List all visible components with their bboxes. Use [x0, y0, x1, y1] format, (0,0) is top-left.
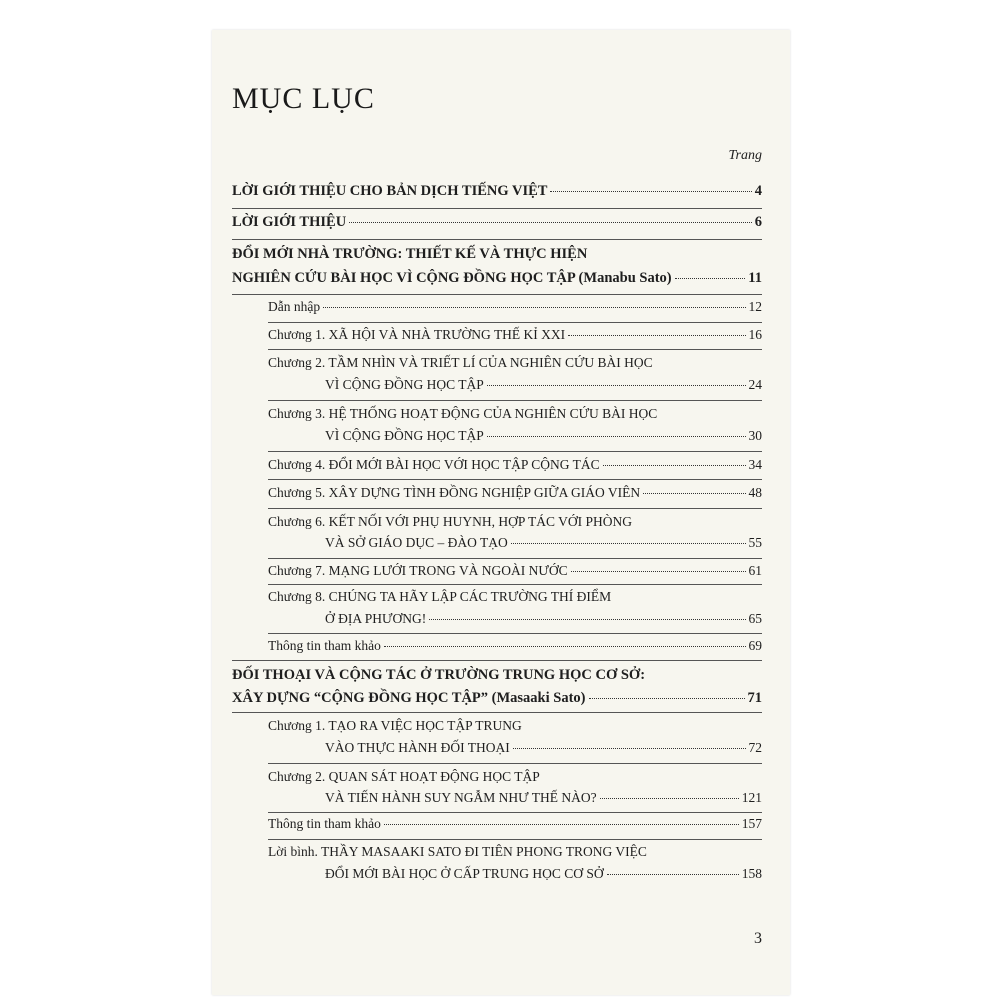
toc-entry-title: Chương 1. XÃ HỘI VÀ NHÀ TRƯỜNG THẾ KỈ XXI [268, 327, 566, 342]
toc-entry-title: Thông tin tham khảo [268, 816, 381, 831]
leader-dots [600, 798, 739, 799]
leader-dots [571, 571, 746, 572]
toc-entry-title-line1: Chương 2. TẦM NHÌN VÀ TRIẾT LÍ CỦA NGHIÊN CỨU BÀI HỌC [268, 355, 653, 370]
entry-divider [268, 633, 762, 634]
toc-entry-page: 11 [748, 270, 762, 286]
section-divider [232, 239, 762, 240]
leader-dots [603, 465, 746, 466]
toc-entry [268, 327, 762, 343]
toc-entry-page: 69 [748, 638, 762, 653]
leader-dots [384, 646, 746, 647]
section-divider [232, 294, 762, 295]
toc-entry-title-line1: ĐỔI MỚI NHÀ TRƯỜNG: THIẾT KẾ VÀ THỰC HIỆN [232, 246, 588, 262]
toc-entry-title: Dẫn nhập [268, 299, 321, 314]
toc-entry-page: 55 [748, 535, 762, 550]
toc-entry [325, 740, 762, 756]
entry-divider [268, 479, 762, 480]
toc-entry-title-line2: VÌ CỘNG ĐỒNG HỌC TẬP [325, 428, 484, 443]
toc-entry-page: 61 [748, 563, 762, 578]
leader-dots [349, 222, 752, 223]
toc-entry-title: Chương 5. XÂY DỰNG TÌNH ĐỒNG NGHIỆP GIỮA GIÁO VIÊN [268, 485, 641, 500]
page-column-label: Trang [728, 148, 762, 163]
toc-entry [325, 428, 762, 444]
toc-entry-page: 24 [748, 377, 762, 392]
entry-divider [268, 763, 762, 764]
page-number: 3 [754, 930, 762, 947]
leader-dots [643, 493, 745, 494]
toc-entry [268, 563, 762, 579]
leader-dots [589, 698, 745, 699]
leader-dots [511, 543, 746, 544]
entry-divider [268, 451, 762, 452]
toc-entry [268, 457, 762, 473]
leader-dots [675, 278, 746, 279]
entry-divider [268, 400, 762, 401]
entry-divider [268, 584, 762, 585]
toc-entry-page: 72 [748, 740, 762, 755]
toc-entry [268, 299, 762, 315]
toc-entry-page: 157 [741, 816, 762, 831]
toc-entry-title: Chương 4. ĐỔI MỚI BÀI HỌC VỚI HỌC TẬP CỘNG TÁC [268, 457, 600, 472]
toc-entry-page: 65 [748, 611, 762, 626]
entry-divider [268, 349, 762, 350]
toc-entry-title-line2: VÀO THỰC HÀNH ĐỐI THOẠI [325, 740, 510, 755]
toc-entry [325, 611, 762, 627]
toc-entry-title: LỜI GIỚI THIỆU CHO BẢN DỊCH TIẾNG VIỆT [232, 183, 548, 199]
toc-entry-title-line2: Ở ĐỊA PHƯƠNG! [325, 611, 427, 626]
toc-entry [268, 816, 762, 832]
toc-entry-title: LỜI GIỚI THIỆU [232, 214, 347, 230]
toc-entry-title-line1: ĐỐI THOẠI VÀ CỘNG TÁC Ở TRƯỜNG TRUNG HỌC CƠ SỞ: [232, 667, 646, 683]
toc-entry [232, 214, 762, 231]
section-divider [232, 660, 762, 661]
toc-entry [325, 377, 762, 393]
toc-entry-title-line2: NGHIÊN CỨU BÀI HỌC VÌ CỘNG ĐỒNG HỌC TẬP (Manabu Sato) [232, 270, 672, 286]
leader-dots [550, 191, 751, 192]
toc-entry-page: 12 [748, 299, 762, 314]
toc-entry-title-line2: VÌ CỘNG ĐỒNG HỌC TẬP [325, 377, 484, 392]
toc-entry-page: 158 [741, 866, 762, 881]
leader-dots [429, 619, 745, 620]
toc-entry-title-line2: VÀ TIẾN HÀNH SUY NGẪM NHƯ THẾ NÀO? [325, 790, 597, 805]
page-title: MỤC LỤC [232, 82, 375, 115]
toc-entry-page: 34 [748, 457, 762, 472]
toc-entry-page: 48 [748, 485, 762, 500]
toc-entry-title-line1: Lời bình. THẦY MASAAKI SATO ĐI TIÊN PHONG TRONG VIỆC [268, 844, 647, 859]
leader-dots [487, 385, 746, 386]
section-divider [232, 208, 762, 209]
toc-entry [232, 183, 762, 200]
leader-dots [607, 874, 739, 875]
toc-entry-title-line2: VÀ SỞ GIÁO DỤC – ĐÀO TẠO [325, 535, 508, 550]
toc-entry-title: Chương 7. MẠNG LƯỚI TRONG VÀ NGOÀI NƯỚC [268, 563, 568, 578]
toc-entry-title-line1: Chương 2. QUAN SÁT HOẠT ĐỘNG HỌC TẬP [268, 769, 540, 784]
leader-dots [323, 307, 745, 308]
entry-divider [268, 812, 762, 813]
toc-entry [232, 270, 762, 287]
toc-entry-page: 71 [747, 690, 762, 706]
toc-entry [268, 638, 762, 654]
entry-divider [268, 558, 762, 559]
toc-entry-title-line2: XÂY DỰNG “CỘNG ĐỒNG HỌC TẬP” (Masaaki Sato) [232, 690, 586, 706]
section-divider [232, 712, 762, 713]
leader-dots [384, 824, 739, 825]
toc-entry-title: Thông tin tham khảo [268, 638, 381, 653]
toc-entry [325, 535, 762, 551]
toc-entry [232, 690, 762, 707]
toc-entry-page: 16 [748, 327, 762, 342]
toc-entry-title-line1: Chương 6. KẾT NỐI VỚI PHỤ HUYNH, HỢP TÁC VỚI PHÒNG [268, 514, 632, 529]
toc-entry-title-line1: Chương 8. CHÚNG TA HÃY LẬP CÁC TRƯỜNG THÍ ĐIỂM [268, 589, 612, 604]
leader-dots [568, 335, 745, 336]
toc-entry-title-line1: Chương 3. HỆ THỐNG HOẠT ĐỘNG CỦA NGHIÊN CỨU BÀI HỌC [268, 406, 658, 421]
toc-entry-page: 6 [754, 214, 762, 230]
toc-entry [325, 790, 762, 806]
toc-entry [268, 485, 762, 501]
toc-entry-page: 121 [741, 790, 762, 805]
toc-entry-title-line2: ĐỔI MỚI BÀI HỌC Ở CẤP TRUNG HỌC CƠ SỞ [325, 866, 604, 881]
toc-entry-page: 30 [748, 428, 762, 443]
toc-entry-page: 4 [754, 183, 762, 199]
toc-entry-title-line1: Chương 1. TẠO RA VIỆC HỌC TẬP TRUNG [268, 718, 522, 733]
leader-dots [487, 436, 746, 437]
entry-divider [268, 839, 762, 840]
leader-dots [513, 748, 746, 749]
entry-divider [268, 322, 762, 323]
entry-divider [268, 508, 762, 509]
toc-entry [325, 866, 762, 882]
